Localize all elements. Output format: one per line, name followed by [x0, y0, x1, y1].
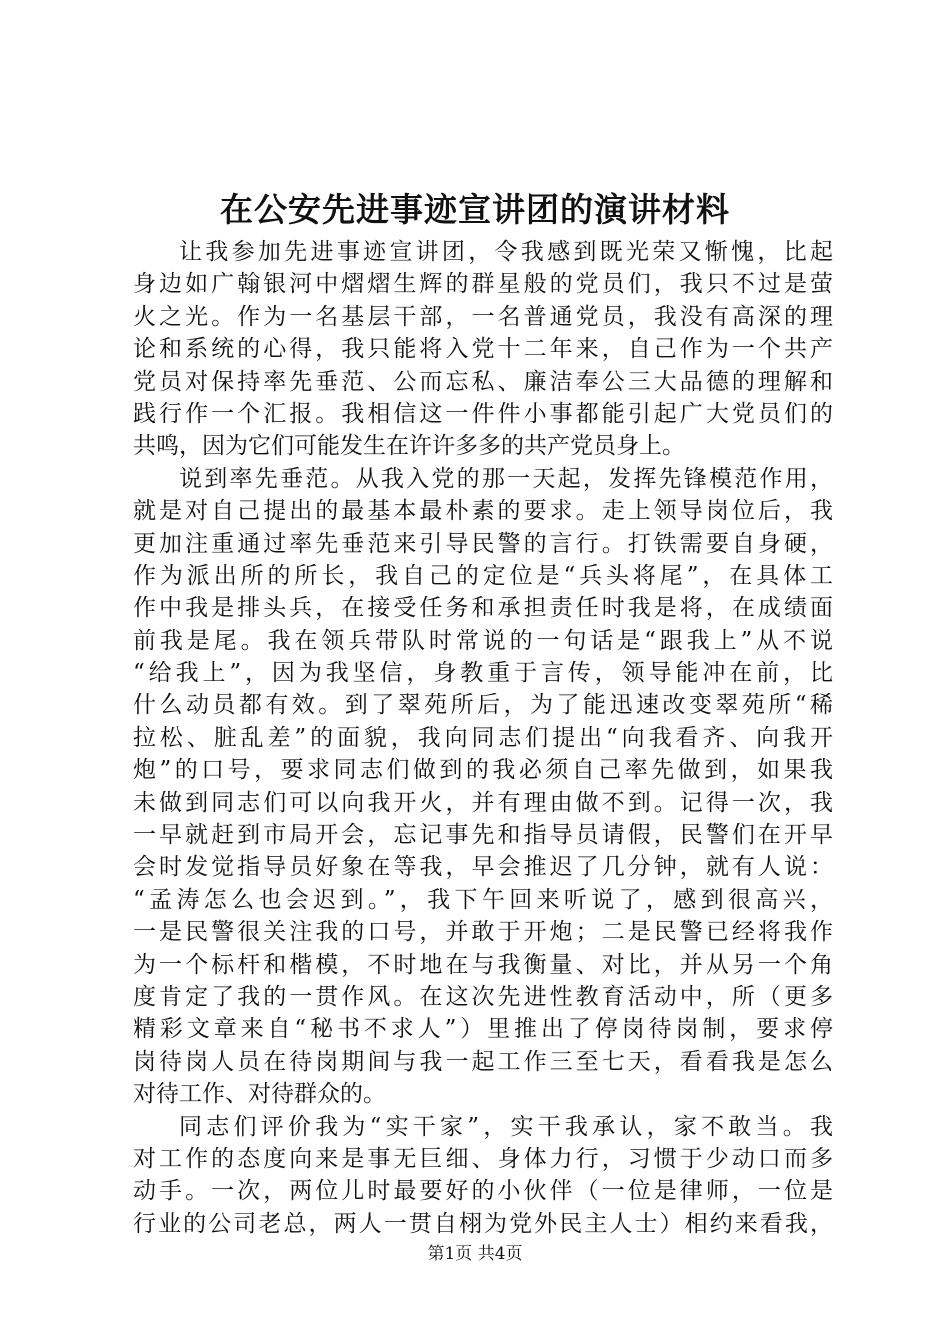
paragraph-line: 什么动员都有效。到了翠苑所后，为了能迅速改变翠苑所“稀	[133, 692, 833, 719]
paragraph-line: 就是对自己提出的最基本最朴素的要求。走上领导岗位后，我	[133, 498, 833, 525]
paragraph-line: “孟涛怎么也会迟到。”，我下午回来听说了，感到很高兴，	[133, 886, 833, 913]
paragraph-line: 党员对保持率先垂范、公而忘私、廉洁奉公三大品德的理解和	[133, 368, 833, 395]
paragraph-line: 未做到同志们可以向我开火，并有理由做不到。记得一次，我	[133, 789, 833, 816]
page-footer: 第1页 共4页	[427, 1244, 523, 1264]
paragraph-line: 一早就赶到市局开会，忘记事先和指导员请假，民警们在开早	[133, 822, 833, 849]
paragraph-line: 对待工作、对待群众的。	[133, 1081, 386, 1108]
paragraph-line: 为一个标杆和楷模，不时地在与我衡量、对比，并从另一个角	[133, 951, 833, 978]
paragraph-line: 度肯定了我的一贯作风。在这次先进性教育活动中，所（更多	[133, 983, 833, 1010]
paragraph-line: 论和系统的心得，我只能将入党十二年来，自己作为一个共产	[133, 336, 833, 363]
paragraph-line: 更加注重通过率先垂范来引导民警的言行。打铁需要自身硬，	[133, 530, 833, 557]
paragraph-line: 精彩文章来自“秘书不求人”）里推出了停岗待岗制，要求停	[133, 1016, 833, 1043]
paragraph-line: 动手。一次，两位儿时最要好的小伙伴（一位是律师，一位是	[133, 1178, 833, 1205]
paragraph-line: 岗待岗人员在待岗期间与我一起工作三至七天，看看我是怎么	[133, 1048, 833, 1075]
document-title: 在公安先进事迹宣讲团的演讲材料	[220, 190, 730, 229]
paragraph-line: 同志们评价我为“实干家”，实干我承认，家不敢当。我	[179, 1113, 833, 1140]
paragraph-line: 说到率先垂范。从我入党的那一天起，发挥先锋模范作用，	[179, 465, 833, 492]
paragraph-line: 行业的公司老总，两人一贯自栩为党外民主人士）相约来看我，	[133, 1210, 833, 1237]
paragraph-line: 共鸣，因为它们可能发生在许许多多的共产党员身上。	[133, 433, 685, 460]
paragraph-line: 作为派出所的所长，我自己的定位是“兵头将尾”，在具体工	[133, 562, 833, 589]
paragraph-line: 会时发觉指导员好象在等我，早会推迟了几分钟，就有人说：	[133, 854, 833, 881]
paragraph	[133, 236, 833, 463]
paragraph-line: 炮”的口号，要求同志们做到的我必须自己率先做到，如果我	[133, 757, 833, 784]
paragraph-line: 火之光。作为一名基层干部，一名普通党员，我没有高深的理	[133, 303, 833, 330]
paragraph-line: 身边如广翰银河中熠熠生辉的群星般的党员们，我只不过是萤	[133, 271, 833, 298]
document-body	[133, 236, 833, 1240]
paragraph	[133, 1111, 833, 1241]
paragraph-line: 一是民警很关注我的口号，并敢于开炮；二是民警已经将我作	[133, 919, 833, 946]
paragraph-line: “给我上”，因为我坚信，身教重于言传，领导能冲在前，比	[133, 660, 833, 687]
paragraph-line: 践行作一个汇报。我相信这一件件小事都能引起广大党员们的	[133, 400, 833, 427]
paragraph-line: 让我参加先进事迹宣讲团，令我感到既光荣又惭愧，比起	[179, 239, 833, 265]
paragraph-line: 前我是尾。我在领兵带队时常说的一句话是“跟我上”从不说	[133, 627, 833, 654]
paragraph	[133, 463, 833, 1111]
paragraph-line: 对工作的态度向来是事无巨细、身体力行，习惯于少动口而多	[133, 1145, 833, 1172]
paragraph-line: 拉松、脏乱差”的面貌，我向同志们提出“向我看齐、向我开	[133, 724, 833, 751]
paragraph-line: 作中我是排头兵，在接受任务和承担责任时我是将，在成绩面	[133, 595, 833, 622]
